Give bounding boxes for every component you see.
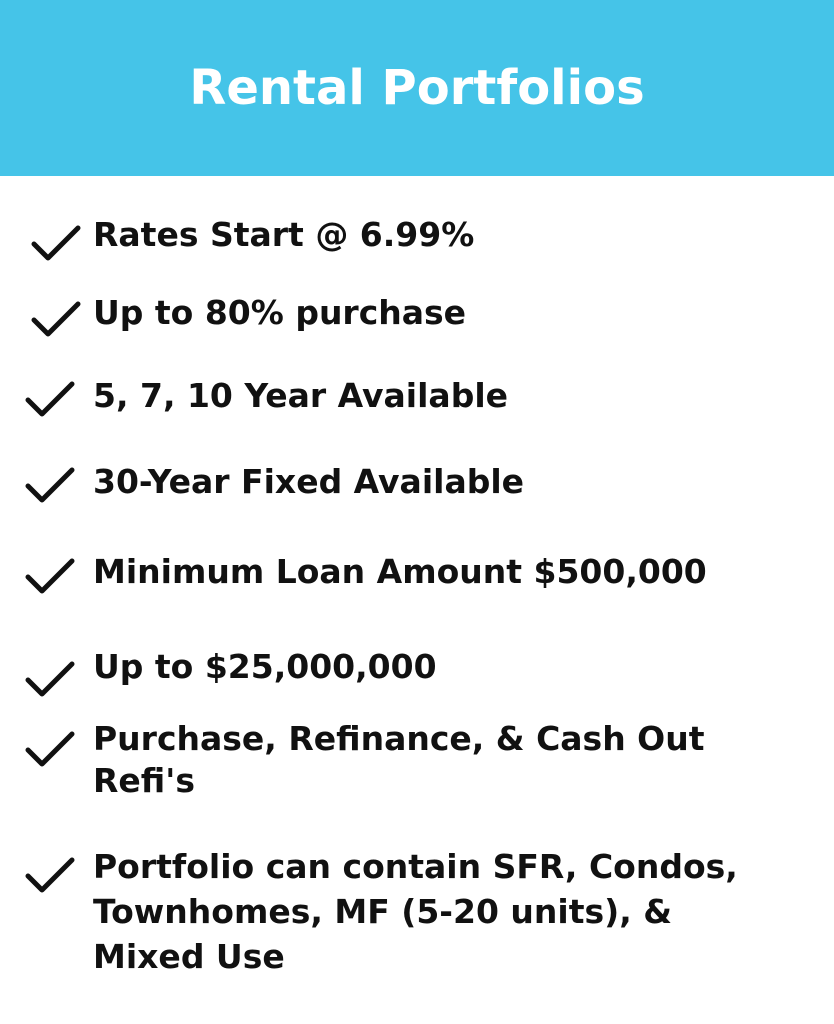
list-item-text: Minimum Loan Amount $500,000 [93,552,707,591]
check-icon [24,854,76,898]
check-icon [24,555,76,599]
list-item-text: Up to 80% purchase [93,293,467,332]
page-title: Rental Portfolios [189,60,645,116]
list-item-text-line: Townhomes, MF (5-20 units), & [93,892,672,931]
list-item-text: Rates Start @ 6.99% [93,215,475,254]
check-icon [24,658,76,702]
list-item-text-line: Purchase, Refinance, & Cash Out [93,719,705,758]
check-icon [24,464,76,508]
check-icon [30,298,82,342]
check-icon [24,378,76,422]
list-item-text-line: Mixed Use [93,937,285,976]
check-icon [30,222,82,266]
header-banner [0,0,834,176]
list-item-text-line: Portfolio can contain SFR, Condos, [93,847,738,886]
list-item-text: Up to $25,000,000 [93,647,437,686]
list-item-text: 30-Year Fixed Available [93,462,525,501]
list-item-text-line: Refi's [93,761,195,800]
list-item-text: 5, 7, 10 Year Available [93,376,509,415]
check-icon [24,728,76,772]
